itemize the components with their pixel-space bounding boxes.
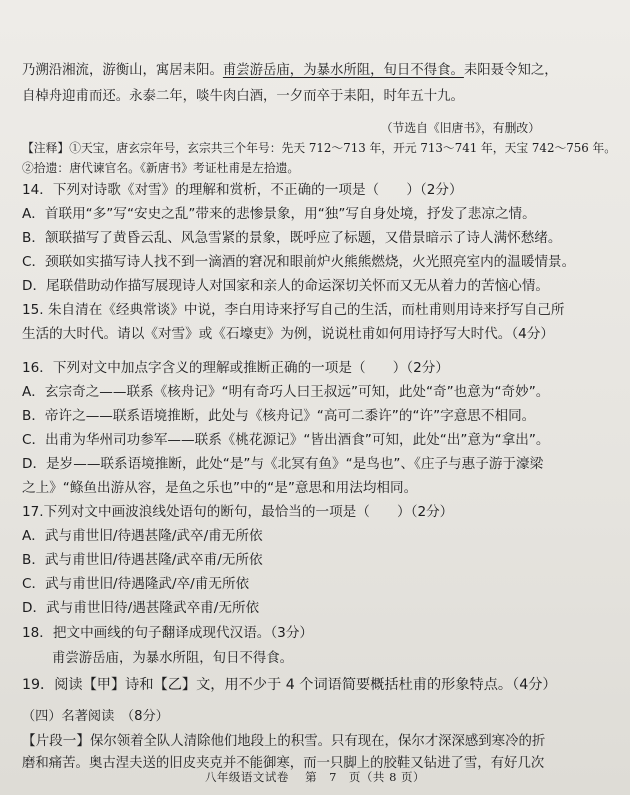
q14-option-c: C．颈联如实描写诗人找不到一滴酒的窘况和眼前炉火熊熊燃烧，火光照亮室内的温暖情景。: [22, 254, 576, 270]
q16-option-c: C．出甫为华州司功参军——联系《桃花源记》“皆出酒食”可知，此处“出”意为“拿出”。: [22, 432, 550, 448]
q17-option-b: B．武与甫世旧/待遇甚隆/武卒甫/无所依: [22, 552, 263, 568]
passage-text: 乃溯沿湘流，游衡山，寓居耒阳。: [22, 63, 223, 78]
q16-option-b: B．帝许之——联系语境推断，此处与《核舟记》“高可二黍许”的“许”字意思不相同。: [22, 408, 536, 424]
q14-option-b: B．颔联描写了黄昏云乱、风急雪紧的景象，既呼应了标题，又借景暗示了诗人满怀愁绪。: [22, 230, 562, 246]
passage-text: 耒阳聂令知之，: [463, 63, 558, 78]
question-16: 16．下列对文中加点字含义的理解或推断正确的一项是（ ）（2分）: [22, 360, 449, 376]
excerpt-text: 保尔领着全队人清除他们地段上的积雪。只有现在，保尔才深深感到寒冷的折: [89, 734, 546, 749]
q17-option-c: C．武与甫世旧/待遇隆武/卒/甫无所依: [22, 576, 250, 592]
q14-option-d: D．尾联借助动作描写展现诗人对国家和亲人的命运深切关怀而又无从着力的苦恼心情。: [22, 278, 550, 294]
excerpt-line-1: [22, 732, 612, 751]
section-title: （四）名著阅读 （8分）: [22, 709, 169, 724]
question-14: 14．下列对诗歌《对雪》的理解和赏析，不正确的一项是（ ）（2分）: [22, 182, 463, 198]
excerpt-line-2: 磨和痛苦。奥古涅夫送的旧皮夹克并不能御寒，而一只脚上的胶鞋又钻进了雪，有好几次: [22, 756, 545, 771]
passage-line-1: [22, 62, 612, 80]
question-15-line-1: 15. 朱自清在《经典常谈》中说，李白用诗来抒写自己的生活，而杜甫则用诗来抒写自己所: [22, 302, 565, 318]
annotation-line-1: [22, 139, 617, 157]
q16-option-d-line-2: 之上》“鲦鱼出游从容，是鱼之乐也”中的“是”意思和用法均相同。: [22, 480, 418, 496]
question-18: 18．把文中画线的句子翻译成现代汉语。（3分）: [22, 625, 314, 641]
q18-sentence: 甫尝游岳庙，为暴水所阻，旬日不得食。: [52, 651, 294, 666]
passage-line-2: 自棹舟迎甫而还。永泰二年，啖牛肉白酒，一夕而卒于耒阳，时年五十九。: [22, 89, 464, 104]
q16-option-a: A．玄宗奇之——联系《核舟记》“明有奇巧人曰王叔远”可知，此处“奇”也意为“奇妙”。: [22, 384, 550, 400]
annotation-text: ①天宝，唐玄宗年号，玄宗共三个年号：先天 712～713 年，开元 713～741 年，天宝 742～756 年。: [69, 141, 617, 155]
question-17: 17.下列对文中画波浪线处语句的断句，最恰当的一项是（ ）（2分）: [22, 504, 454, 520]
q14-option-a: A．首联用“多”写“安史之乱”带来的悲惨景象，用“独”写自身处境，抒发了悲凉之情。: [22, 206, 536, 222]
footer-paper-name: 八年级语文试卷: [204, 770, 289, 784]
annotation-line-2: ②拾遗：唐代谏官名。《新唐书》考证杜甫是左拾遗。: [22, 161, 300, 175]
footer-page-number: 第 7 页（共 8 页）: [305, 770, 426, 784]
q17-option-a: A．武与甫世旧/待遇甚隆/武卒/甫无所依: [22, 528, 263, 544]
excerpt-label: 【片段一】: [22, 733, 90, 749]
annotation-label: 【注释】: [22, 141, 70, 155]
q17-option-d: D．武与甫世旧待/遇甚隆武卒甫/无所依: [22, 600, 260, 616]
underlined-sentence: 甫尝游岳庙，为暴水所阻，旬日不得食。: [222, 63, 464, 78]
source-note: （节选自《旧唐书》，有删改）: [380, 121, 540, 135]
question-15-line-2: 生活的大时代。请以《对雪》或《石壕吏》为例，说说杜甫如何用诗抒写大时代。（4分）: [22, 326, 555, 342]
question-19: 19．阅读【甲】诗和【乙】文，用不少于 4 个词语简要概括杜甫的形象特点。（4分）: [22, 677, 557, 693]
page-footer: [0, 769, 630, 785]
q16-option-d-line-1: D．是岁——联系语境推断，此处“是”与《北冥有鱼》“是鸟也”、《庄子与惠子游于濠梁: [22, 456, 544, 472]
